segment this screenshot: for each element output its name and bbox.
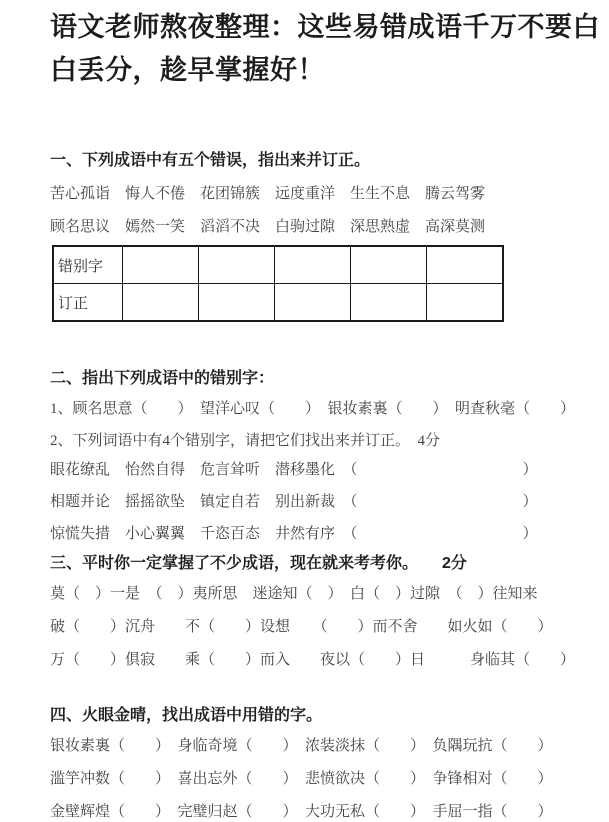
section-2-item-1: 1、顾名思意（ ） 望洋心叹（ ） 银妆素裏（ ） 明查秋毫（ ）: [50, 401, 576, 417]
answer-cell: [275, 284, 351, 322]
answer-cell: [123, 284, 199, 322]
section-1-heading: 一、下列成语中有五个错误，指出来并订正。: [50, 152, 371, 169]
section-2-word-line-2: 相题并论 摇摇欲坠 镇定自若 别出新裁 （ ）: [50, 494, 538, 510]
answer-cell: [351, 246, 427, 284]
section-4-heading: 四、火眼金晴，找出成语中用错的字。: [50, 707, 323, 724]
section-1-idiom-line-1: 苦心孤诣 悔人不倦 花团锦簇 远度重洋 生生不息 腾云驾雾: [50, 186, 486, 202]
section-2-heading: 二、指出下列成语中的错别字：: [50, 370, 275, 387]
answer-cell: [427, 284, 504, 322]
section-3-line-2: 破（ ）沉舟 不（ ）设想 （ ）而不舍 如火如（ ）: [50, 619, 553, 635]
section-2-word-line-3: 惊慌失措 小心翼翼 千恣百态 井然有序 （ ）: [50, 526, 538, 542]
section-3-fill-blanks: [50, 553, 589, 670]
section-1-idiom-line-2: 顾名思议 嫣然一笑 滔滔不决 白驹过隙 深思熟虚 高深莫测: [50, 219, 486, 235]
section-4-golden-eyes: [50, 705, 589, 822]
section-2-word-line-1: 眼花缭乱 怡然自得 危言耸听 潜移墨化 （ ）: [50, 462, 538, 478]
row-label-wrong-chars: 错别字: [53, 246, 123, 284]
table-row-wrong-chars: [53, 246, 503, 284]
section-4-line-3: 金壁辉煌（ ） 完璧归赵（ ） 大功无私（ ） 手屈一指（ ）: [50, 804, 553, 820]
section-2-point-out-errors: [50, 368, 589, 544]
section-3-heading: 三、平时你一定掌握了不少成语，现在就来考考你。 2分: [50, 555, 467, 572]
section-3-line-1: 莫（ ）一是 （ ）夷所思 迷途知（ ） 白（ ）过隙 （ ）往知来: [50, 586, 538, 602]
section-3-line-3: 万（ ）俱寂 乘（ ）而入 夜以（ ）日 身临其（ ）: [50, 652, 576, 668]
section-1-find-errors: [50, 150, 589, 322]
answer-cell: [199, 284, 275, 322]
answer-cell: [427, 246, 504, 284]
section-4-line-1: 银妆素裏（ ） 身临奇境（ ） 浓装淡抹（ ） 负隅玩抗（ ）: [50, 738, 553, 754]
answer-cell: [351, 284, 427, 322]
table-row-correction: [53, 284, 503, 322]
answer-cell: [199, 246, 275, 284]
section-2-item-2: 2、下列词语中有4个错别字，请把它们找出来并订正。 4分: [50, 433, 441, 449]
row-label-correction: 订正: [53, 284, 123, 322]
correction-table: [52, 245, 504, 322]
answer-cell: [275, 246, 351, 284]
page-title: 语文老师熬夜整理：这些易错成语千万不要白白丢分，趁早掌握好！: [50, 12, 600, 85]
answer-cell: [123, 246, 199, 284]
section-4-line-2: 滥竽冲数（ ） 喜出忘外（ ） 悲愤欲决（ ） 争锋相对（ ）: [50, 771, 553, 787]
